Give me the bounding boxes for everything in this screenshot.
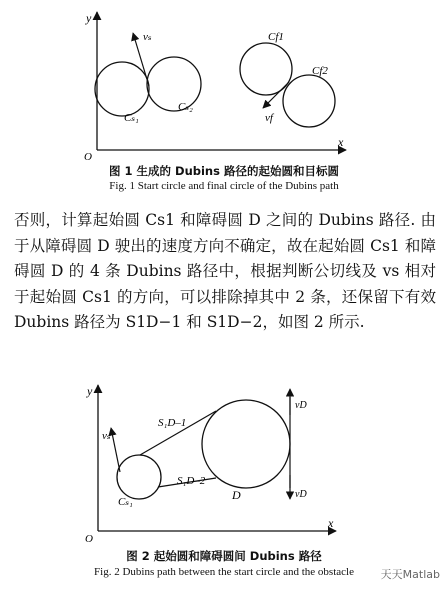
label-vd-top: vD [295,400,307,411]
label-vd-bottom: vD [295,489,307,500]
origin-label: O [84,151,92,162]
obstacle-circle-d [202,400,290,488]
figure-1 [0,0,448,162]
start-circle-cs1 [117,455,161,499]
label-cf2: Cf2 [312,65,328,77]
figure-1-caption-cn: 图 1 生成的 Dubins 路径的起始圆和目标圆 [109,164,339,178]
label-cs1: Cₛ₁ [124,112,139,124]
y-axis-label: y [86,11,92,25]
start-velocity-arrow [111,428,120,472]
label-vf: vf [265,112,273,124]
figure-1-caption-en: Fig. 1 Start circle and final circle of the Dubins path [109,180,339,192]
start-circle-cs1 [95,62,149,116]
label-vs: vₛ [143,31,152,43]
label-cf1: Cf1 [268,31,284,43]
x-axis-label: x [338,135,344,149]
figure-2 [0,375,448,547]
origin-label: O [85,533,93,545]
x-axis-label: x [328,516,334,530]
y-axis-label: y [87,384,93,398]
figure-2-caption-cn: 图 2 起始圆和障碍圆间 Dubins 路径 [126,549,322,563]
final-circle-cf2 [283,75,335,127]
body-paragraph-text: 否则，计算起始圆 Cs1 和障碍圆 D 之间的 Dubins 路径. 由于从障碍圆 D 驶出的速度方向不确定，故在起始圆 Cs1 和障碍圆 D 的 4 条 Dubins 路径中，根据判断公切线及 vs 相对于起始圆 Cs1 的方向，可以排除掉其中 2 条，还保留下有效 Dubins 路径为 S1D−1 和 S1D−2，如图 2 所示. [14,211,436,331]
label-vs: vₛ [102,430,111,442]
label-path-2: S₁D–2 [177,475,206,487]
figure-2-caption-en: Fig. 2 Dubins path between the start circle and the obstacle [94,566,354,578]
label-path-1: S₁D–1 [158,417,187,429]
watermark-label: 天天Matlab [380,568,440,581]
start-circle-cs2 [147,57,201,111]
body-paragraph [14,208,436,336]
label-cs1: Cₛ₁ [118,496,133,508]
label-d: D [232,488,241,502]
label-cs2: Cₛ₂ [178,101,193,113]
